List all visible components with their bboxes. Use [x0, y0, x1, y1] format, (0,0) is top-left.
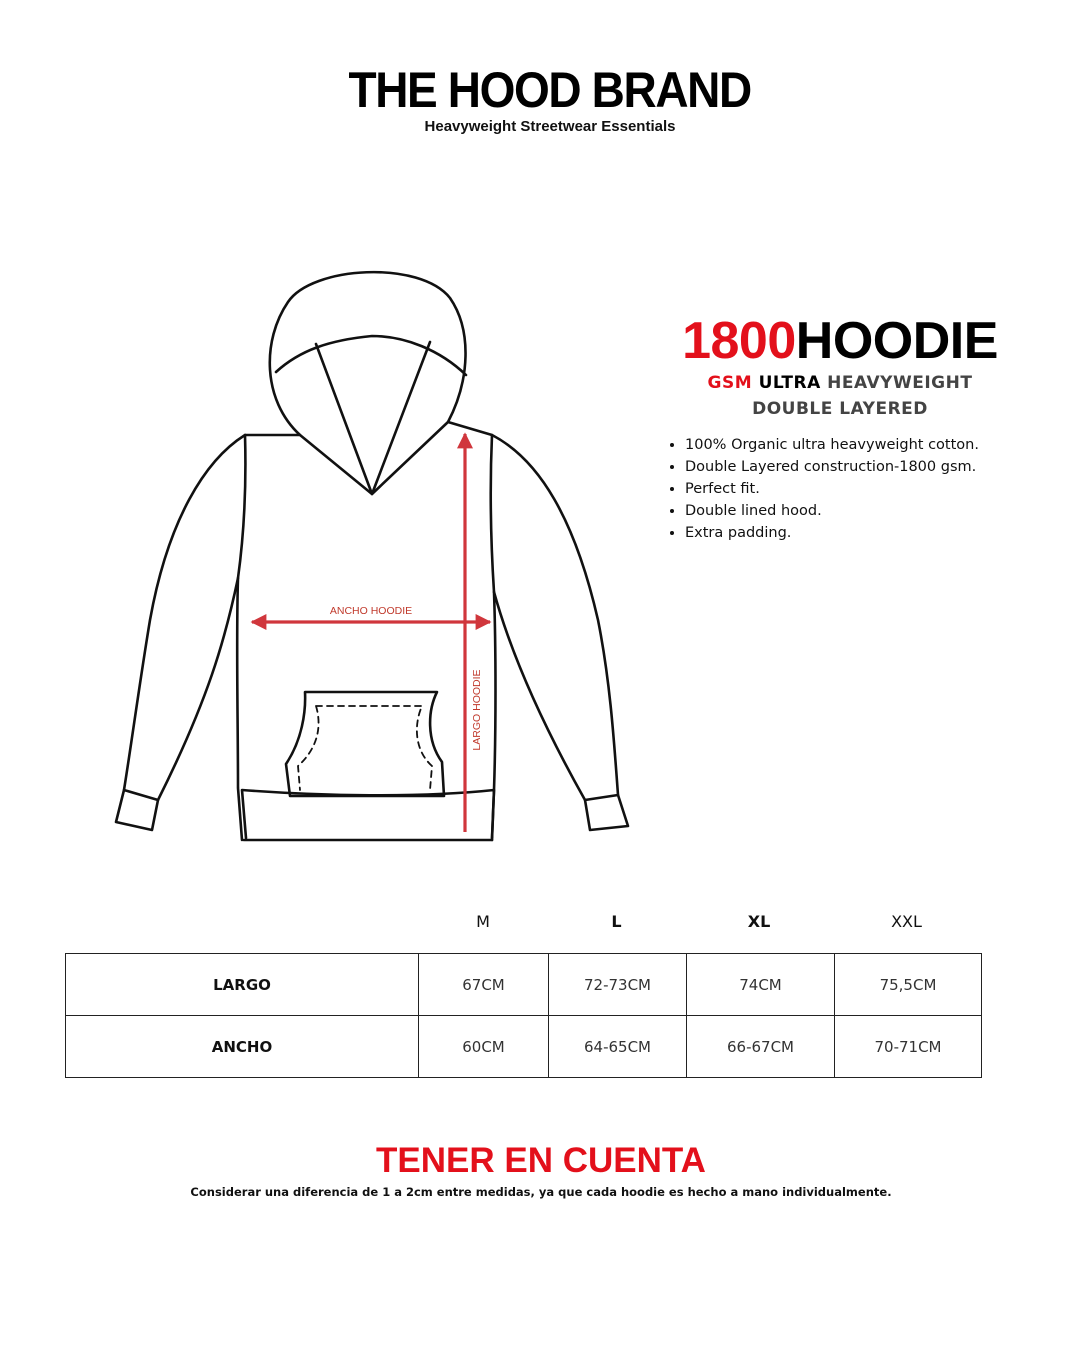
- table-row: [66, 1016, 982, 1078]
- hoodie-diagram: [100, 262, 660, 852]
- size-table: [65, 953, 982, 1078]
- table-cell: 70-71CM: [835, 1016, 982, 1078]
- table-cell: 74CM: [687, 954, 835, 1016]
- subtitle-gsm: GSM: [707, 373, 753, 393]
- product-subtitle: [640, 370, 1040, 396]
- right-cuff: [585, 795, 628, 830]
- product-title-word: HOODIE: [795, 312, 998, 370]
- feature-list: [667, 434, 1080, 544]
- body-right: [448, 422, 496, 840]
- body-left: [237, 435, 300, 840]
- hood-inner: [276, 336, 466, 375]
- size-header-xxl: XXL: [891, 912, 922, 931]
- row-label-largo: LARGO: [66, 954, 419, 1016]
- size-header-xl: XL: [747, 912, 771, 931]
- note-text: Considerar una diferencia de 1 a 2cm entre medidas, ya que cada hoodie es hecho a mano individualmente.: [190, 1185, 892, 1199]
- feature-item: • Extra padding.: [685, 522, 1080, 544]
- waistband: [242, 790, 494, 840]
- table-cell: 67CM: [419, 954, 549, 1016]
- feature-item: • Perfect fit.: [685, 478, 1080, 500]
- row-label-ancho: ANCHO: [66, 1016, 419, 1078]
- note-title: TENER EN CUENTA: [376, 1141, 706, 1180]
- width-label: ANCHO HOODIE: [329, 605, 413, 617]
- subtitle-heavyweight: HEAVYWEIGHT: [827, 373, 973, 393]
- brand-header: [0, 62, 1080, 136]
- feature-item: • Double lined hood.: [685, 500, 1080, 522]
- subtitle-double-layered: DOUBLE LAYERED: [752, 399, 928, 419]
- kangaroo-pocket: [286, 692, 444, 796]
- table-row: [66, 954, 982, 1016]
- table-cell: 75,5CM: [835, 954, 982, 1016]
- left-cuff: [116, 790, 158, 830]
- table-cell: 64-65CM: [549, 1016, 687, 1078]
- table-cell: 60CM: [419, 1016, 549, 1078]
- brand-title: THE HOOD BRAND: [348, 62, 752, 118]
- right-sleeve: [492, 435, 618, 800]
- product-title-number: 1800: [682, 312, 796, 370]
- product-title: [640, 312, 1040, 370]
- subtitle-ultra: ULTRA: [758, 373, 821, 393]
- table-cell: 72-73CM: [549, 954, 687, 1016]
- table-cell: 66-67CM: [687, 1016, 835, 1078]
- product-heading: [640, 312, 1040, 422]
- size-header-m: M: [476, 912, 490, 931]
- length-label: LARGO HOODIE: [471, 669, 483, 751]
- feature-item: • Double Layered construction-1800 gsm.: [685, 456, 1080, 478]
- left-sleeve: [124, 435, 245, 800]
- size-header-l: L: [611, 912, 622, 931]
- hood-outline: [270, 272, 466, 494]
- feature-item: • 100% Organic ultra heavyweight cotton.: [685, 434, 1080, 456]
- brand-tagline: Heavyweight Streetwear Essentials: [424, 118, 676, 135]
